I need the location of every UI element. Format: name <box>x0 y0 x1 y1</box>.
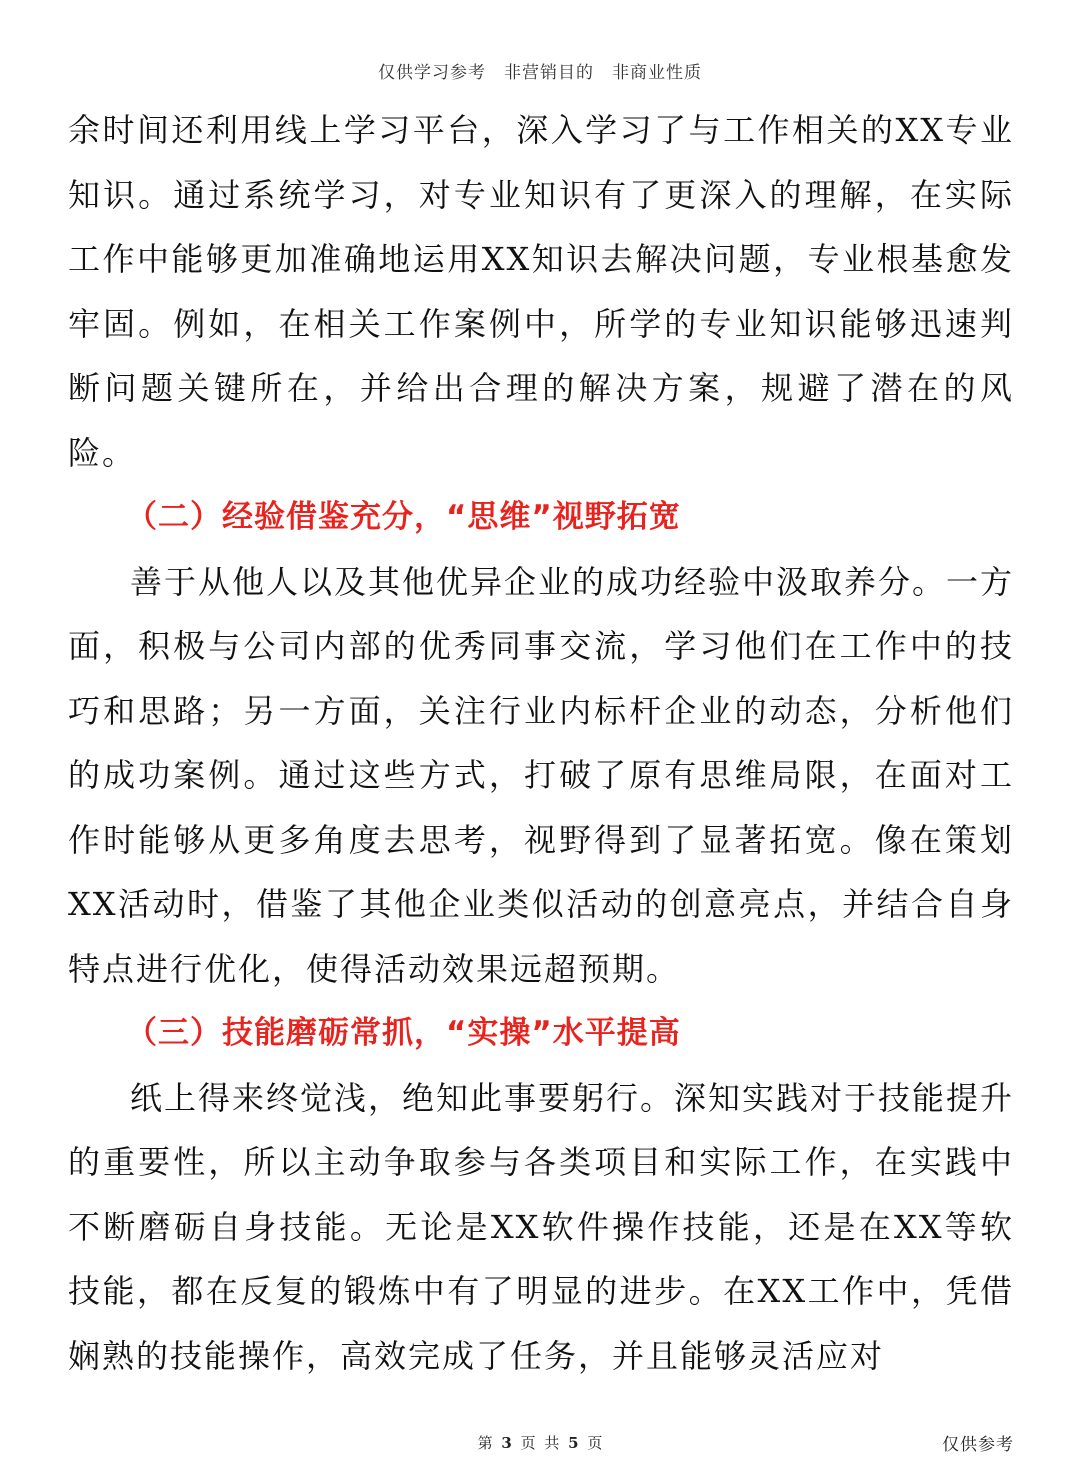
section-heading-2: （二）经验借鉴充分，“思维”视野拓宽 <box>126 499 681 535</box>
page-number <box>0 1432 1080 1453</box>
page-suffix: 页 <box>587 1434 603 1452</box>
paragraph-continued: 余时间还利用线上学习平台，深入学习了与工作相关的XX专业知识。通过系统学习，对专业知识有了更深入的理解，在实际工作中能够更加准确地运用XX知识去解决问题，专业根基愈发牢固。例如，在相关工作案例中，所学的专业知识能够迅速判断问题关键所在，并给出合理的解决方案，规避了潜在的风险。 <box>68 111 1014 472</box>
document-body <box>68 98 1014 1388</box>
paragraph-experience: 善于从他人以及其他优异企业的成功经验中汲取养分。一方面，积极与公司内部的优秀同事交流，学习他们在工作中的技巧和思路；另一方面，关注行业内标杆企业的动态，分析他们的成功案例。通过这些方式，打破了原有思维局限，在面对工作时能够从更多角度去思考，视野得到了显著拓宽。像在策划XX活动时，借鉴了其他企业类似活动的创意亮点，并结合自身特点进行优化，使得活动效果远超预期。 <box>68 562 1015 988</box>
paragraph-skills: 纸上得来终觉浅，绝知此事要躬行。深知实践对于技能提升的重要性，所以主动争取参与各类项目和实际工作，在实践中不断磨砺自身技能。无论是XX软件操作技能，还是在XX等软技能，都在反复的锻炼中有了明显的进步。在XX工作中，凭借娴熟的技能操作，高效完成了任务，并且能够灵活应对 <box>68 1078 1015 1375</box>
footer-note: 仅供参考 <box>942 1435 1014 1455</box>
watermark-header: 仅供学习参考 非营销目的 非商业性质 <box>378 63 702 83</box>
page-total: 5 <box>568 1434 579 1452</box>
page-prefix: 第 <box>477 1434 493 1452</box>
page-current: 3 <box>501 1434 512 1452</box>
page-middle: 页 共 <box>520 1434 560 1452</box>
section-heading-3: （三）技能磨砺常抓，“实操”水平提高 <box>126 1015 681 1051</box>
